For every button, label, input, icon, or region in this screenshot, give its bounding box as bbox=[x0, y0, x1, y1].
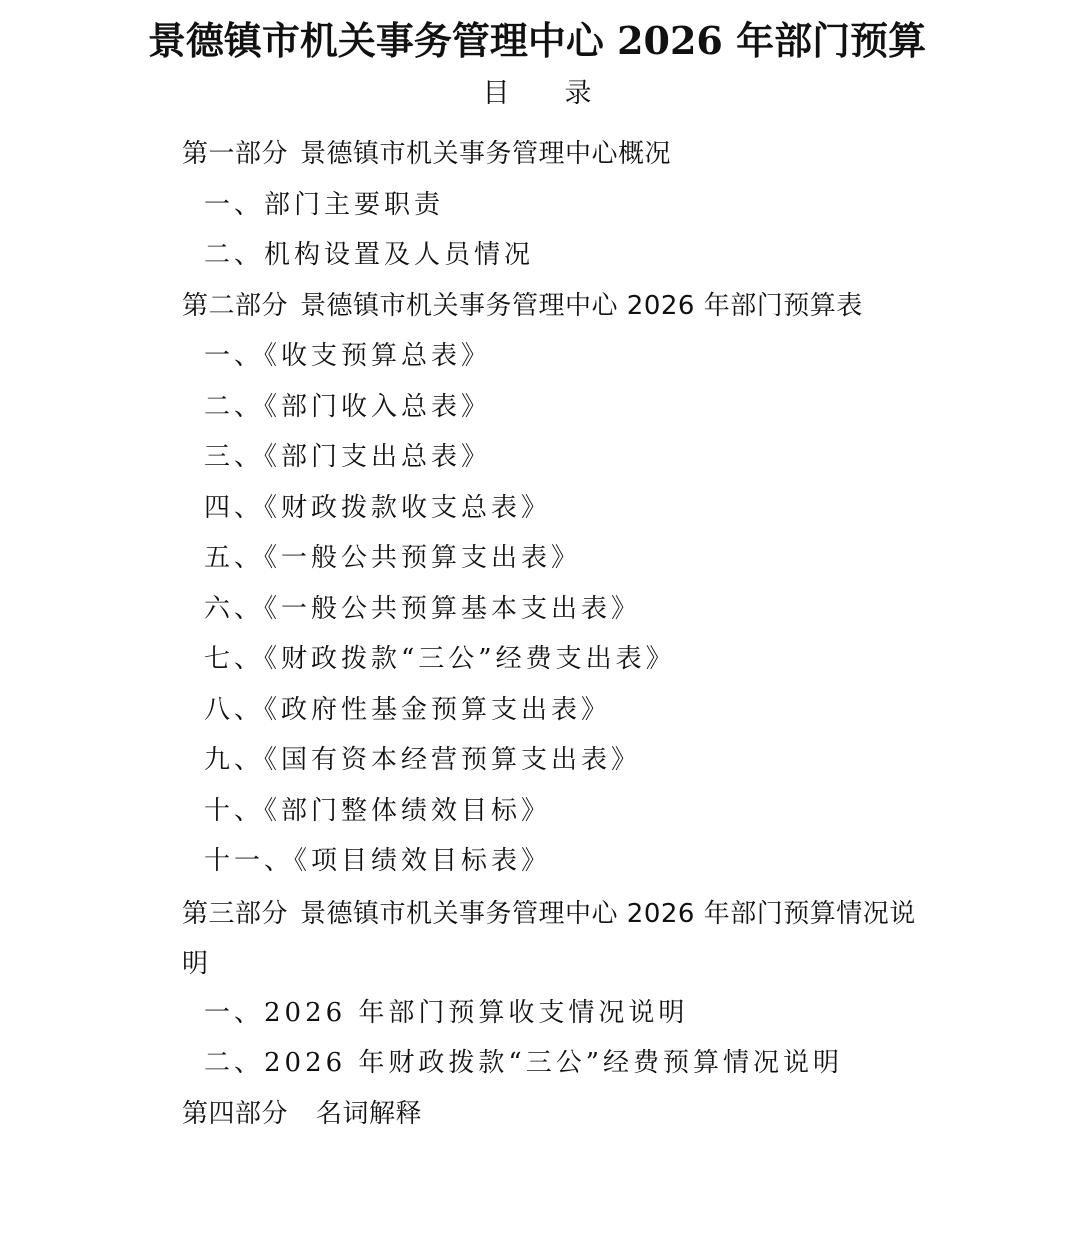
toc-item[interactable]: 六、《一般公共预算基本支出表》 bbox=[204, 593, 642, 624]
document-title: 景德镇市机关事务管理中心 2026 年部门预算 bbox=[147, 18, 927, 63]
toc-heading-char-2: 录 bbox=[564, 78, 592, 109]
toc-item[interactable]: 二、2026 年财政拨款“三公”经费预算情况说明 bbox=[204, 1048, 844, 1078]
toc-part-1-title: 景德镇市机关事务管理中心概况 bbox=[300, 139, 672, 169]
toc-item[interactable]: 二、《部门收入总表》 bbox=[204, 391, 492, 422]
toc-item[interactable]: 十一、《项目绩效目标表》 bbox=[204, 846, 552, 876]
toc-item[interactable]: 一、2026 年部门预算收支情况说明 bbox=[204, 997, 689, 1028]
toc-item[interactable]: 七、《财政拨款“三公”经费支出表》 bbox=[204, 644, 676, 674]
table-of-contents bbox=[182, 131, 972, 1141]
toc-part-3[interactable] bbox=[182, 889, 942, 990]
toc-item[interactable]: 八、《政府性基金预算支出表》 bbox=[204, 694, 612, 725]
toc-heading-char-1: 目 bbox=[482, 78, 510, 109]
toc-part-4[interactable] bbox=[182, 1091, 972, 1142]
toc-item[interactable]: 十、《部门整体绩效目标》 bbox=[204, 795, 552, 826]
toc-item[interactable]: 九、《国有资本经营预算支出表》 bbox=[204, 745, 642, 775]
toc-item[interactable]: 三、《部门支出总表》 bbox=[204, 442, 492, 472]
toc-part-2-prefix: 第二部分 bbox=[182, 290, 289, 321]
toc-part-3-prefix: 第三部分 bbox=[182, 898, 289, 929]
toc-part-2[interactable] bbox=[182, 283, 972, 334]
toc-item[interactable]: 一、部门主要职责 bbox=[204, 189, 445, 220]
toc-part-1[interactable] bbox=[182, 131, 972, 182]
toc-item[interactable]: 四、《财政拨款收支总表》 bbox=[204, 492, 552, 523]
toc-item[interactable]: 一、《收支预算总表》 bbox=[204, 341, 492, 371]
toc-item[interactable]: 五、《一般公共预算支出表》 bbox=[204, 543, 582, 573]
toc-part-3-title: 景德镇市机关事务管理中心 2026 年部门预算情况说明 bbox=[182, 898, 916, 979]
toc-item[interactable]: 二、机构设置及人员情况 bbox=[204, 240, 535, 270]
toc-part-2-title: 景德镇市机关事务管理中心 2026 年部门预算表 bbox=[300, 290, 863, 321]
toc-part-1-prefix: 第一部分 bbox=[182, 139, 289, 169]
toc-part-4-title: 名词解释 bbox=[316, 1098, 423, 1129]
toc-heading bbox=[0, 74, 1074, 114]
toc-part-4-prefix: 第四部分 bbox=[182, 1098, 289, 1129]
